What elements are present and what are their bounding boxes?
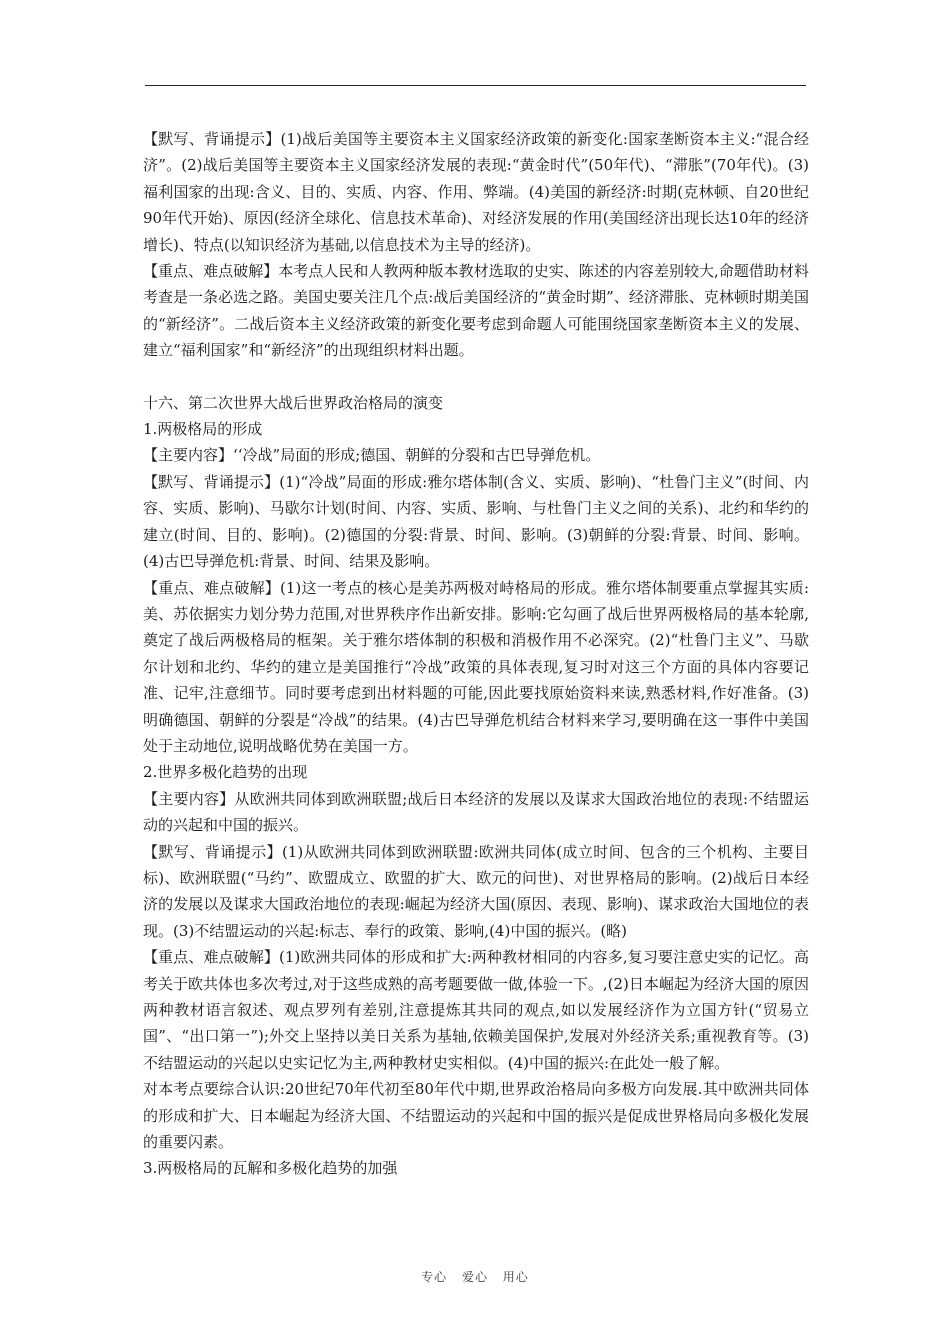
paragraph-main-content-1: 【主要内容】‘‘冷战”局面的形成;德国、朝鲜的分裂和古巴导弹危机。 [143,446,601,465]
paragraph-key-points-1: 【重点、难点破解】(1)这一考点的核心是美苏两极对峙格局的形成。雅尔塔体制要重点掌握其实质:美、苏依据实力划分势力范围,对世界秩序作出新安排。影响:它勾画了战后世界两极格局的基本轮廓,奠定了战后两极格局的框架。关于雅尔塔体制的积极和消极作用不必深究。(2)“杜鲁门主义”、马歇尔计划和北约、华约的建立是美国推行“冷战”政策的具体表现,复习时对这三个方面的具体内容要记准、记牢,注意细节。同时要考虑到出材料题的可能,因此要找原始资料来读,熟悉材料,作好准备。(3)明确德国、朝鲜的分裂是“冷战”的结果。(4)古巴导弹危机结合材料来学习,要明确在这一事件中美国处于主动地位,说明战略优势在美国一方。 [143,578,809,755]
paragraph-recitation-tips-economy: 【默写、背诵提示】(1)战后美国等主要资本主义国家经济政策的新变化:国家垄断资本主义:“混合经济”。(2)战后美国等主要资本主义国家经济发展的表现:“黄金时代”(50年代)、“滞胀”(70年代)。(3)福利国家的出现:含义、目的、实质、内容、作用、弊端。(4)美国的新经济:时期(克林顿、自20世纪90年代开始)、原因(经济全球化、信息技术革命)、对经济发展的作用(美国经济出现长达10年的经济增长)、特点(以知识经济为基础,以信息技术为主导的经济)。 [143,130,809,254]
subsection-heading-2: 2.世界多极化趋势的出现 [143,763,308,782]
document-body [143,126,809,1182]
paragraph-recitation-tips-1: 【默写、背诵提示】(1)“冷战”局面的形成:雅尔塔体制(含义、实质、影响)、“杜鲁门主义”(时间、内容、实质、影响)、马歇尔计划(时间、内容、实质、影响、与杜鲁门主义之间的关系)、北约和华约的建立(时间、目的、影响)。(2)德国的分裂:背景、时间、影响。(3)朝鲜的分裂:背景、时间、影响。(4)古巴导弹危机:背景、时间、结果及影响。 [143,472,809,571]
paragraph-key-points-economy: 【重点、难点破解】本考点人民和人教两种版本教材选取的史实、陈述的内容差别较大,命题借助材料考查是一条必选之路。美国史要关注几个点:战后美国经济的“黄金时期”、经济滞胀、克林顿时期美国的“新经济”。二战后资本主义经济政策的新变化要考虑到命题人可能围绕国家垄断资本主义的发展、建立“福利国家”和“新经济”的出现组织材料出题。 [143,262,809,360]
header-rule [145,85,806,86]
subsection-heading-3: 3.两极格局的瓦解和多极化趋势的加强 [143,1159,398,1178]
paragraph-recitation-tips-2: 【默写、背诵提示】(1)从欧洲共同体到欧洲联盟:欧洲共同体(成立时间、包含的三个机构、主要目标)、欧洲联盟(“马约”、欧盟成立、欧盟的扩大、欧元的问世)、对世界格局的影响。(2)战后日本经济的发展以及谋求大国政治地位的表现:崛起为经济大国(原因、表现、影响)、谋求政治大国地位的表现。(3)不结盟运动的兴起:标志、奉行的政策、影响,(4)中国的振兴。(略) [143,842,809,940]
section-heading-16: 十六、第二次世界大战后世界政治格局的演变 [143,393,444,412]
blank-line [143,364,809,390]
paragraph-summary: 对本考点要综合认识:20世纪70年代初至80年代中期,世界政治格局向多极方向发展.其中欧洲共同体的形成和扩大、日本崛起为经济大国、不结盟运动的兴起和中国的振兴是促成世界格局向多极化发展的重要闪素。 [143,1080,809,1152]
page-footer: 专心 爱心 用心 [421,1270,529,1284]
subsection-heading-1: 1.两极格局的形成 [143,420,263,439]
paragraph-main-content-2: 【主要内容】从欧洲共同体到欧洲联盟;战后日本经济的发展以及谋求大国政治地位的表现:不结盟运动的兴起和中国的振兴。 [143,789,809,835]
paragraph-key-points-2: 【重点、难点破解】(1)欧洲共同体的形成和扩大:两种教材相同的内容多,复习要注意史实的记忆。高考关于欧共体也多次考过,对于这些成熟的高考题要做一做,体验一下。,(2)日本崛起为经济大国的原因两种教材语言叙述、观点罗列有差别,注意提炼其共同的观点,如以发展经济作为立国方针(“贸易立国”、“出口第一”);外交上坚持以美日关系为基轴,依赖美国保护,发展对外经济关系;重视教育等。(3)不结盟运动的兴起以史实记忆为主,两种教材史实相似。(4)中国的振兴:在此处一般了解。 [143,948,809,1072]
